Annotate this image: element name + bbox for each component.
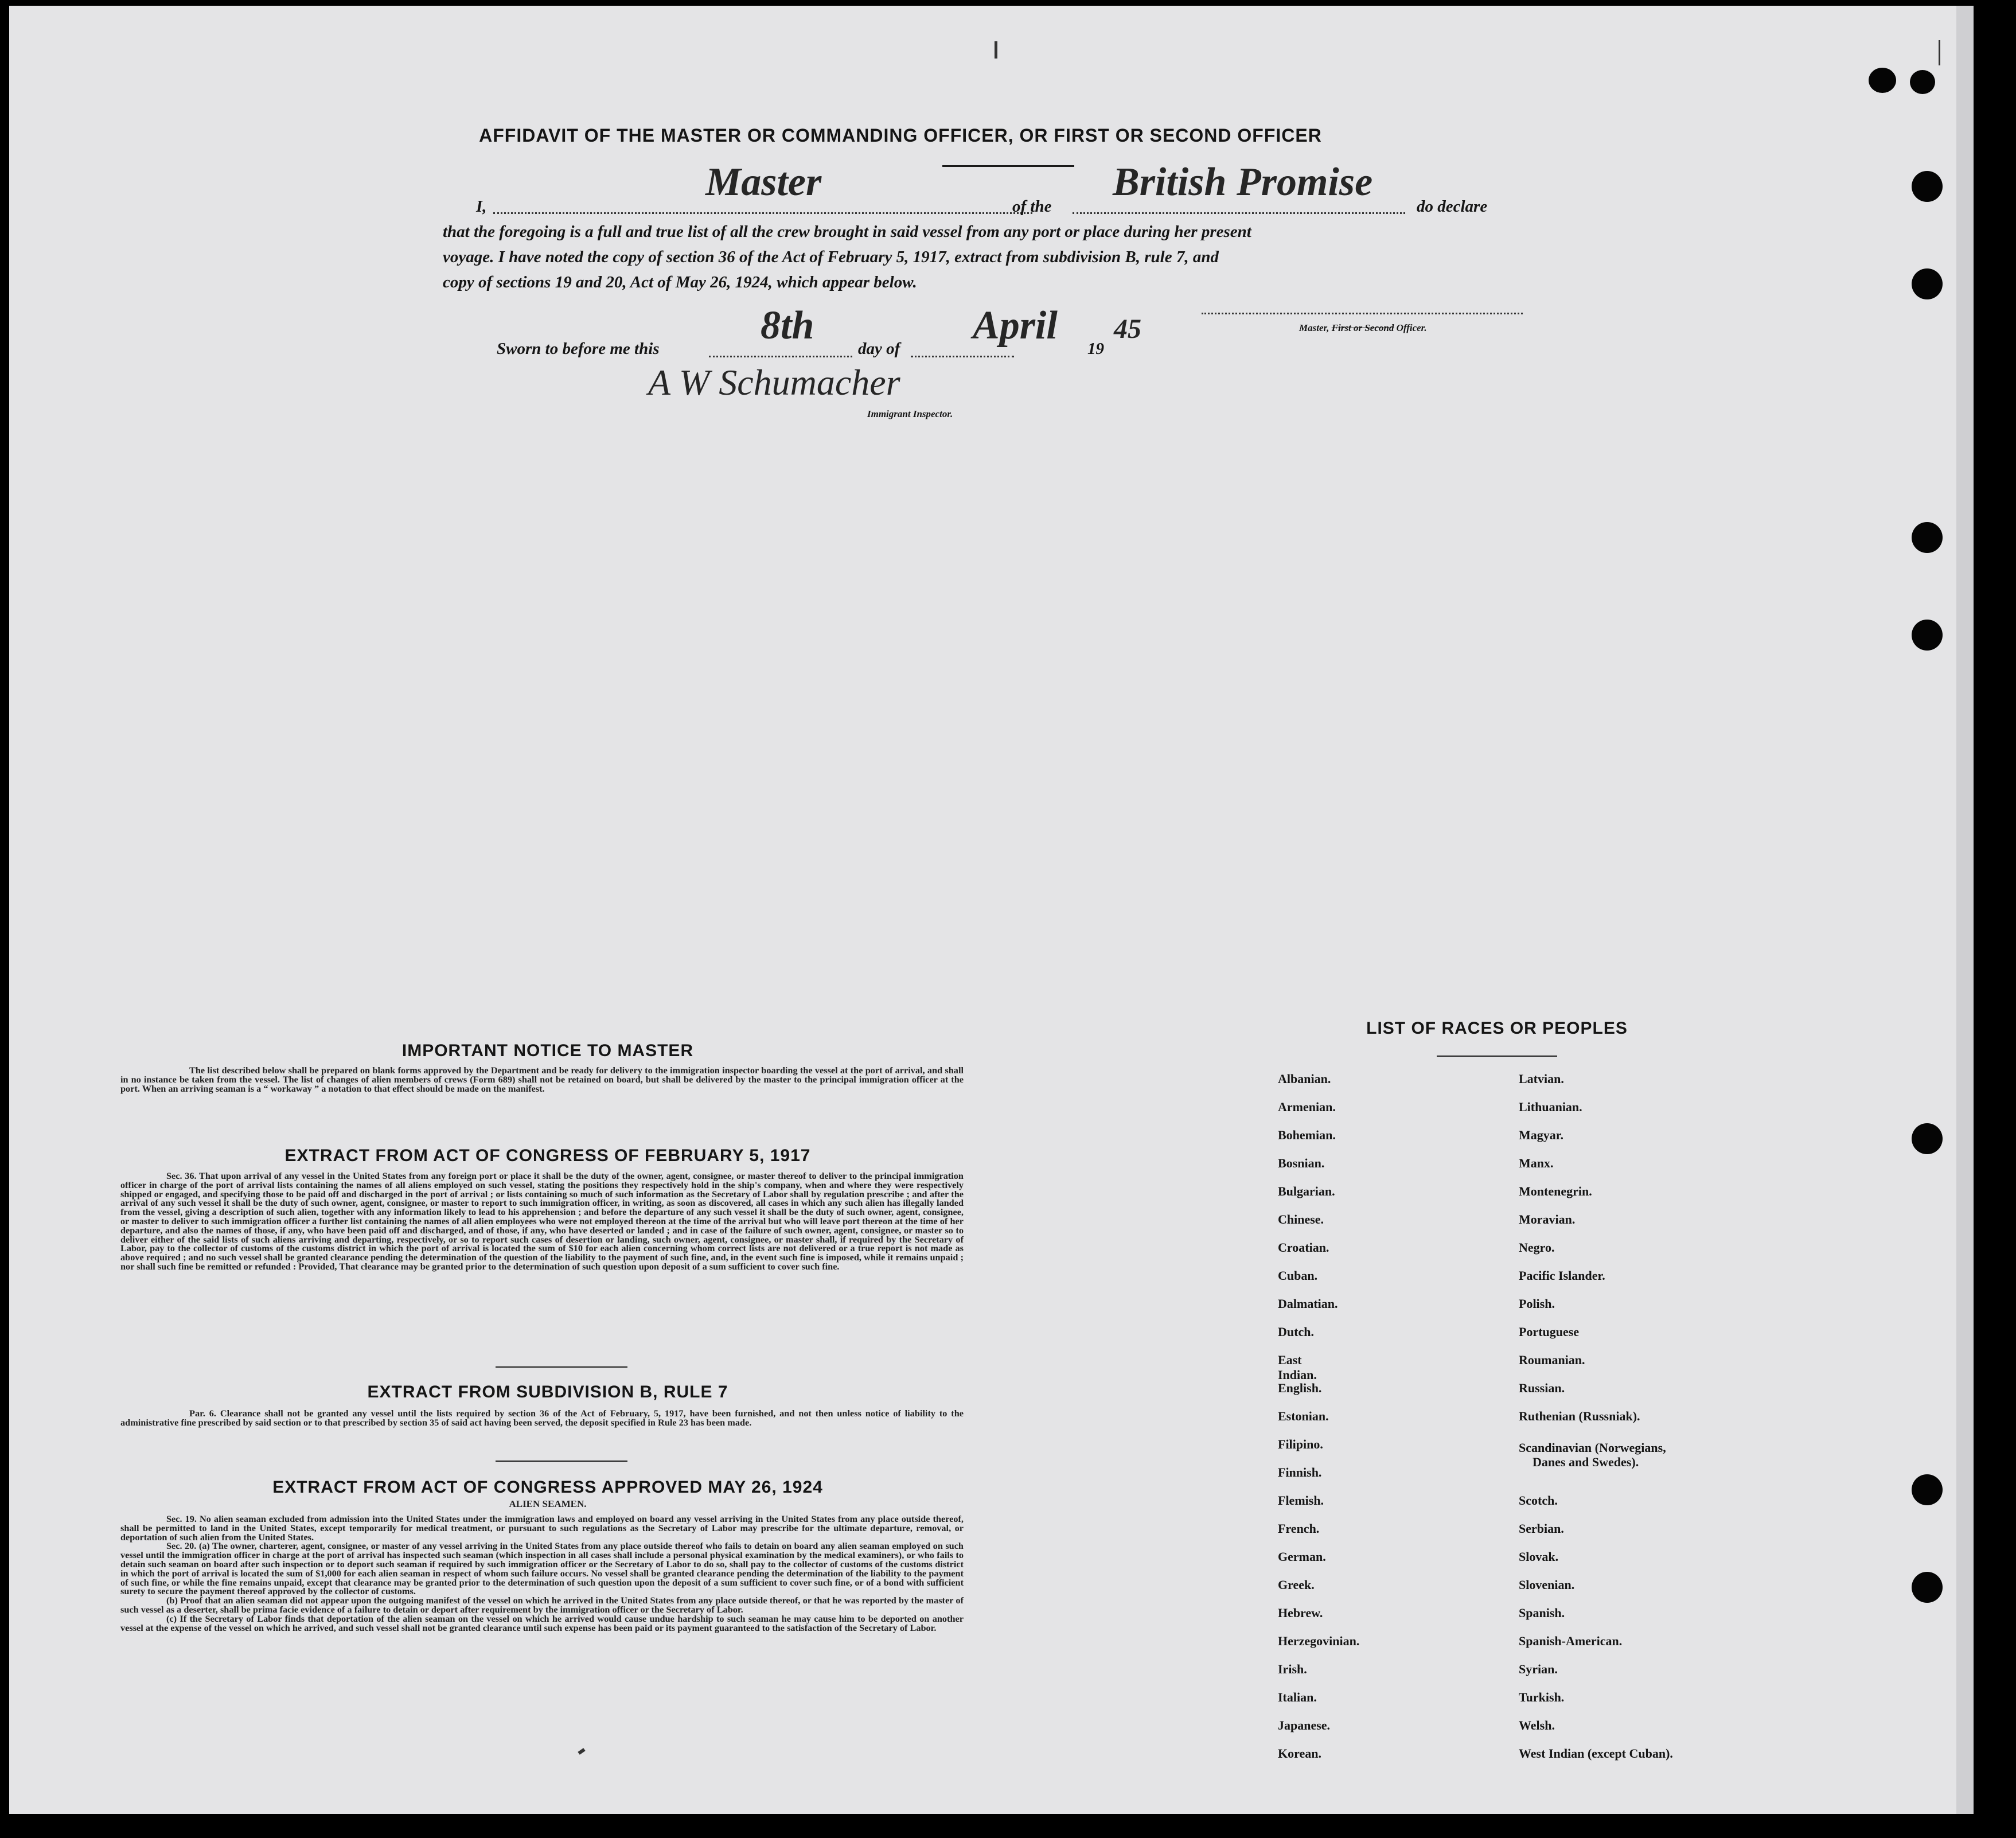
race-item: Polish.: [1519, 1296, 1555, 1311]
binder-hole: [1912, 171, 1943, 202]
race-item: Danes and Swedes).: [1533, 1455, 1639, 1469]
act-1917-title: EXTRACT FROM ACT OF CONGRESS OF FEBRUARY 5, 1917: [284, 1146, 811, 1165]
race-item: West Indian (except Cuban).: [1519, 1746, 1673, 1761]
races-title: LIST OF RACES OR PEOPLES: [1366, 1019, 1628, 1038]
race-item: Slovenian.: [1519, 1578, 1575, 1592]
binder-hole: [1910, 70, 1935, 94]
race-item: Scandinavian (Norwegians,: [1519, 1440, 1666, 1455]
handwritten-vessel-name: British Promise: [1113, 160, 1373, 204]
sworn-line: [497, 303, 1242, 364]
handwritten-master: Master: [705, 160, 822, 204]
race-item: Magyar.: [1519, 1128, 1564, 1142]
master-signature-caption: [1299, 322, 1427, 334]
binder-hole: [1869, 68, 1896, 93]
binder-hole: [1912, 522, 1943, 553]
race-item: French.: [1278, 1521, 1320, 1536]
race-item: Armenian.: [1278, 1100, 1336, 1114]
race-item: Montenegrin.: [1519, 1184, 1592, 1198]
race-item: Cuban.: [1278, 1268, 1318, 1283]
race-item: Ruthenian (Russniak).: [1519, 1409, 1640, 1423]
sworn-year-prefix: 19: [1087, 340, 1104, 358]
race-item: Pacific Islander.: [1519, 1268, 1605, 1283]
inspector-caption: Immigrant Inspector.: [867, 408, 953, 419]
sworn-day-of: day of: [858, 340, 900, 358]
race-item: Scotch.: [1519, 1493, 1558, 1508]
race-item: Filipino.: [1278, 1437, 1323, 1451]
race-item: Latvian.: [1519, 1072, 1564, 1086]
affidavit-line-1: [476, 160, 1537, 219]
race-item: Herzegovinian.: [1278, 1634, 1360, 1648]
section-divider: [496, 1366, 627, 1368]
race-item: Manx.: [1519, 1156, 1554, 1170]
month-blank: [911, 356, 1014, 357]
act-1924-title: EXTRACT FROM ACT OF CONGRESS APPROVED MAY 26, 1924: [272, 1478, 823, 1497]
race-item: East Indian.: [1278, 1353, 1317, 1382]
race-item: Slovak.: [1519, 1549, 1559, 1564]
race-item: Irish.: [1278, 1662, 1307, 1676]
race-item: Italian.: [1278, 1690, 1317, 1704]
affidavit-i: I,: [476, 197, 487, 216]
race-item: Finnish.: [1278, 1465, 1322, 1479]
race-item: Turkish.: [1519, 1690, 1565, 1704]
race-item: Korean.: [1278, 1746, 1321, 1761]
races-divider: [1437, 1056, 1557, 1057]
handwritten-month: April: [973, 303, 1058, 348]
sworn-prefix: Sworn to before me this: [497, 340, 660, 358]
act-1924-sec-19: Sec. 19. No alien seaman excluded from admission into the United States under the immigration laws and employed on board any vessel arriving in the United States from any place outside thereof, shall be permitted to land in the United States, except temporarily for medical treatment, or pursuant to such regulations as the Secretary of Labor may prescribe for the ultimate departure, removal, or deportation of such alien from the United States.: [120, 1513, 964, 1543]
vessel-blank: [1073, 212, 1405, 214]
race-item: Bohemian.: [1278, 1128, 1336, 1142]
rule-7-title: EXTRACT FROM SUBDIVISION B, RULE 7: [367, 1383, 728, 1401]
binder-hole: [1912, 268, 1943, 299]
affidavit-title: AFFIDAVIT OF THE MASTER OR COMMANDING OFFICER, OR FIRST OR SECOND OFFICER: [479, 125, 1322, 146]
race-item: English.: [1278, 1381, 1322, 1395]
race-item: Hebrew.: [1278, 1606, 1323, 1620]
act-1917-text: Sec. 36. That upon arrival of any vessel in the United States from any foreign port or place it shall be the duty of the owner, agent, consignee, or master thereof to deliver to the principal immigration officer in charge of the port of arrival lists containing the names of all aliens employed on such vessel, stating the positions they respectively hold in the ship's company, when and where they were respectively shipped or engaged, and specifying those to be paid off and discharged in the port of arrival ; or lists containing so much of such information as the Secretary of Labor shall by regulation prescribe ; and after the arrival of any such vessel it shall be the duty of such owner, agent, consignee, or master to report to such immigration officer, in writing, as soon as discovered, all cases in which any such alien has illegally landed from the vessel, giving a description of such alien, together with any information likely to lead to his apprehension ; and before the departure of any such vessel it shall be the duty of such owner, agent, consignee, or master to deliver to such immigration officer a further list containing the names of all alien employees who were not employed thereon at the time of the arrival but who will leave port thereon at the time of her departure, and also the names of those, if any, who have been paid off and discharged, and of those, if any, who have deserted or landed ; and in case of the failure of such owner, agent, consignee, or master so to deliver either of the said lists of such aliens arriving and departing, respectively, or so to report such cases of desertion or landing, such owner, agent, consignee, or master shall, if required by the Secretary of Labor, pay to the collector of customs of the customs district in which the port of arrival is located the sum of $10 for each alien concerning whom correct lists are not delivered or a true report is not made as above required ; and no such vessel shall be granted clearance pending the determination of the question of the liability to the payment of such fine, and, in the event such fine is imposed, while it remains unpaid ; nor shall such fine be remitted or refunded : Provided, That clearance may be granted prior to the determination of such question upon deposit of a sum sufficient to cover such fine.: [120, 1170, 964, 1272]
act-1924-sec-20a: Sec. 20. (a) The owner, charterer, agent, consignee, or master of any vessel arriving in the United States from any place outside thereof who fails to detain on board any alien seaman employed on such vessel until the immigration officer in charge at the port of arrival has inspected such seaman (which inspection in all cases shall include a personal physical examination by the medical examiners), or who fails to detain such seaman on board after such inspection or to deport such seaman if required by such immigration officer or the Secretary of Labor to do so, shall pay to the collector of customs of the customs district in which the port of arrival is located the sum of $1,000 for each alien seaman in respect of whom such failure occurs. No vessel shall be granted clearance pending the determination of the liability to the payment of such fine, or while the fine remains unpaid, except that clearance may be granted prior to the determination of such question upon the deposit of a sum sufficient to cover such fine, or of a bond with sufficient surety to secure the payment thereof approved by the collector of customs.: [120, 1540, 964, 1597]
race-item: Negro.: [1519, 1240, 1555, 1255]
race-item: Spanish-American.: [1519, 1634, 1623, 1648]
caption-struck: First or Second: [1331, 322, 1394, 333]
race-item: Russian.: [1519, 1381, 1565, 1395]
rule-7-text: Par. 6. Clearance shall not be granted any vessel until the lists required by section 36 of the Act of February, 5, 1917, have been furnished, and not then unless notice of liability to the administrative fine prescribed by said section or to that prescribed by section 35 of said act having been served, the deposit specified in Rule 23 has been made.: [120, 1408, 964, 1428]
name-blank: [493, 212, 1032, 214]
race-item: Syrian.: [1519, 1662, 1558, 1676]
affidavit-do-declare: do declare: [1417, 197, 1488, 216]
race-item: Estonian.: [1278, 1409, 1329, 1423]
binder-hole: [1912, 1572, 1943, 1603]
binder-hole: [1912, 1123, 1943, 1154]
act-1924-sec-20b: (b) Proof that an alien seaman did not appear upon the outgoing manifest of the vessel on which he arrived in the United States from any place outside thereof, or that he was reported by the master of such vessel as a deserter, shall be prima facie evidence of a failure to detain or deport after requirement by the immigration officer or the Secretary of Labor.: [120, 1595, 964, 1615]
race-item: Bosnian.: [1278, 1156, 1325, 1170]
title-divider: [942, 165, 1074, 167]
race-item: Dutch.: [1278, 1325, 1314, 1339]
race-item: Portuguese: [1519, 1325, 1580, 1339]
handwritten-year: 45: [1114, 314, 1141, 344]
race-item: Albanian.: [1278, 1072, 1331, 1086]
page-edge: [1956, 6, 1974, 1814]
race-item: Croatian.: [1278, 1240, 1329, 1255]
master-signature-line: [1202, 313, 1523, 314]
act-1924-body: [120, 1514, 964, 1632]
race-item: Japanese.: [1278, 1718, 1331, 1732]
race-item: German.: [1278, 1549, 1326, 1564]
stray-mark: [995, 41, 997, 59]
affidavit-line-3: voyage. I have noted the copy of section 36 of the Act of February 5, 1917, extract from subdivision B, rule 7, and: [443, 248, 1219, 266]
inspector-signature: A W Schumacher: [648, 362, 900, 403]
handwritten-day: 8th: [761, 303, 814, 348]
act-1924-subtitle: ALIEN SEAMEN.: [509, 1498, 587, 1509]
notice-text: The list described below shall be prepared on blank forms approved by the Department and be ready for delivery to the immigration inspector boarding the vessel at the port of arrival, and shall in no instance be taken from the vessel. The list of changes of alien members of crews (Form 689) shall not be retained on board, but shall be delivered by the master to the principal immigration officer at the port. When an arriving seaman is a “ workaway ” a notation to that effect should be made on the manifest.: [120, 1065, 964, 1094]
race-item: Roumanian.: [1519, 1353, 1585, 1367]
day-blank: [709, 356, 852, 357]
race-item: Bulgarian.: [1278, 1184, 1335, 1198]
section-divider: [496, 1461, 627, 1462]
race-item: Dalmatian.: [1278, 1296, 1338, 1311]
affidavit-line-2: that the foregoing is a full and true list of all the crew brought in said vessel from any port or place during her present: [443, 223, 1251, 241]
race-item: Lithuanian.: [1519, 1100, 1582, 1114]
race-item: Serbian.: [1519, 1521, 1564, 1536]
affidavit-of-the: of the: [1012, 197, 1052, 216]
caption-master: Master,: [1299, 322, 1329, 333]
binder-hole: [1912, 620, 1943, 651]
race-item: Greek.: [1278, 1578, 1315, 1592]
race-item: Flemish.: [1278, 1493, 1324, 1508]
race-item: Moravian.: [1519, 1212, 1576, 1226]
caption-officer: Officer.: [1396, 322, 1427, 333]
affidavit-line-4: copy of sections 19 and 20, Act of May 26, 1924, which appear below.: [443, 273, 917, 291]
race-item: Spanish.: [1519, 1606, 1565, 1620]
binder-hole: [1912, 1474, 1943, 1505]
act-1924-sec-20c: (c) If the Secretary of Labor finds that deportation of the alien seaman on the vessel on which he arrived would cause undue hardship to such seaman he may cause him to be deported on another vessel at the expense of the vessel on which he arrived, and such vessel shall not be granted clearance until such expense has been paid or its payment guaranteed to the satisfaction of the Secretary of Labor.: [120, 1613, 964, 1633]
notice-title: IMPORTANT NOTICE TO MASTER: [401, 1041, 694, 1060]
race-item: Chinese.: [1278, 1212, 1324, 1226]
race-item: Welsh.: [1519, 1718, 1555, 1732]
stray-mark: [1939, 40, 1940, 65]
